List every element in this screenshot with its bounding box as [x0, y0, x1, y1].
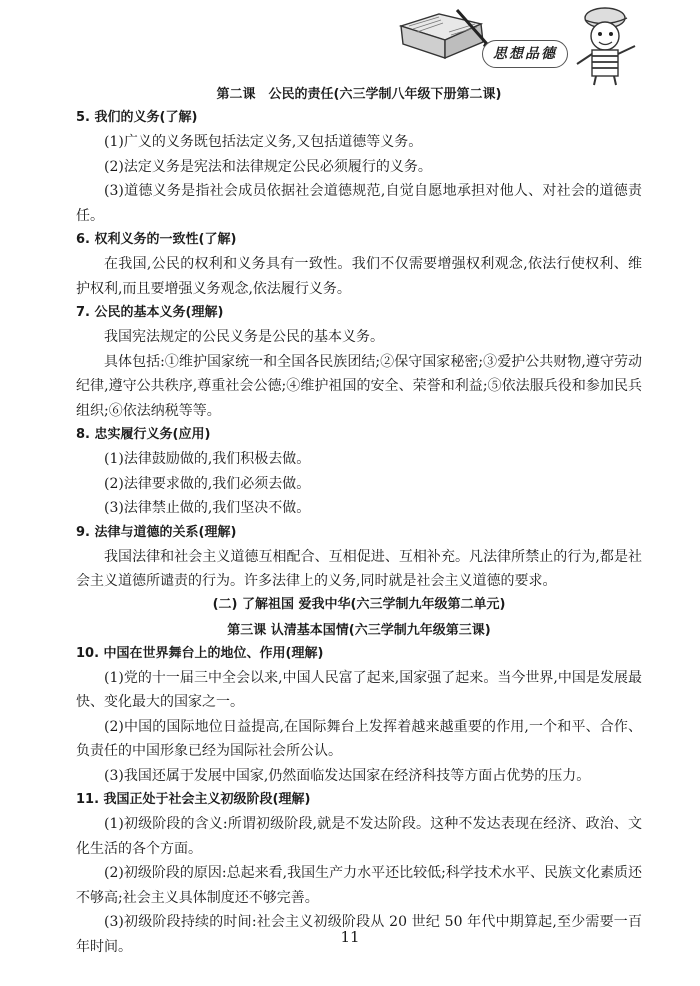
paragraph: (1)党的十一届三中全会以来,中国人民富了起来,国家强了起来。当今世界,中国是发展最快、变化最大的国家之一。 [76, 669, 642, 710]
topic-heading: 5. 我们的义务(了解) [76, 110, 198, 125]
topic-heading: 10. 中国在世界舞台上的地位、作用(理解) [76, 645, 324, 661]
topic-heading: 8. 忠实履行义务(应用) [76, 427, 211, 442]
section-title: 第二课 公民的责任(六三学制八年级下册第二课) [216, 87, 502, 102]
page-content [76, 84, 642, 959]
topic-heading: 11. 我国正处于社会主义初级阶段(理解) [76, 792, 311, 807]
page-number: 11 [340, 928, 360, 946]
topic-heading: 6. 权利义务的一致性(了解) [76, 232, 237, 247]
topic-heading: 7. 公民的基本义务(理解) [76, 305, 224, 320]
open-book-icon [395, 4, 490, 64]
topic-heading: 9. 法律与道德的关系(理解) [76, 524, 237, 540]
paragraph: (2)中国的国际地位日益提高,在国际舞台上发挥着越来越重要的作用,一个和平、合作、负责任的中国形象已经为国际社会所公认。 [76, 718, 642, 759]
paragraph: (1)初级阶段的含义:所谓初级阶段,就是不发达阶段。这种不发达表现在经济、政治、文化生活的各个方面。 [76, 816, 642, 857]
paragraph: (3)我国还属于发展中国家,仍然面临发达国家在经济科技等方面占优势的压力。 [104, 767, 591, 784]
paragraph: (3)初级阶段持续的时间:社会主义初级阶段从 20 世纪 50 年代中期算起,至少需要一百年时间。 [76, 914, 642, 955]
paragraph: (2)法定义务是宪法和法律规定公民必须履行的义务。 [104, 158, 432, 175]
paragraph: (2)法律要求做的,我们必须去做。 [104, 475, 311, 492]
subject-tag: 思想品德 [482, 40, 568, 68]
paragraph: 在我国,公民的权利和义务具有一致性。我们不仅需要增强权利观念,依法行使权利、维护权利,而且要增强义务观念,依法履行义务。 [76, 256, 642, 297]
paragraph: (1)广义的义务既包括法定义务,又包括道德等义务。 [104, 134, 423, 150]
paragraph: (3)道德义务是指社会成员依据社会道德规范,自觉自愿地承担对他人、对社会的道德责任。 [76, 183, 642, 224]
paragraph: (1)法律鼓励做的,我们积极去做。 [104, 451, 311, 467]
cartoon-figure-icon [565, 2, 645, 86]
paragraph: (3)法律禁止做的,我们坚决不做。 [104, 500, 311, 516]
paragraph: 具体包括:①维护国家统一和全国各民族团结;②保守国家秘密;③爱护公共财物,遵守劳动纪律,遵守公共秩序,尊重社会公德;④维护祖国的安全、荣誉和利益;⑤依法服兵役和参加民兵组织;⑥依法纳税等等。 [76, 353, 642, 419]
paragraph: 我国宪法规定的公民义务是公民的基本义务。 [104, 329, 384, 345]
paragraph: (2)初级阶段的原因:总起来看,我国生产力水平还比较低;科学技术水平、民族文化素质还不够高;社会主义具体制度还不够完善。 [76, 865, 642, 906]
paragraph: 我国法律和社会主义道德互相配合、互相促进、互相补充。凡法律所禁止的行为,都是社会主义道德所谴责的行为。许多法律上的义务,同时就是社会主义道德的要求。 [76, 548, 642, 589]
page-header [0, 0, 700, 95]
section-title: 第三课 认清基本国情(六三学制九年级第三课) [227, 622, 491, 638]
section-title: (二) 了解祖国 爱我中华(六三学制九年级第二单元) [212, 596, 506, 612]
